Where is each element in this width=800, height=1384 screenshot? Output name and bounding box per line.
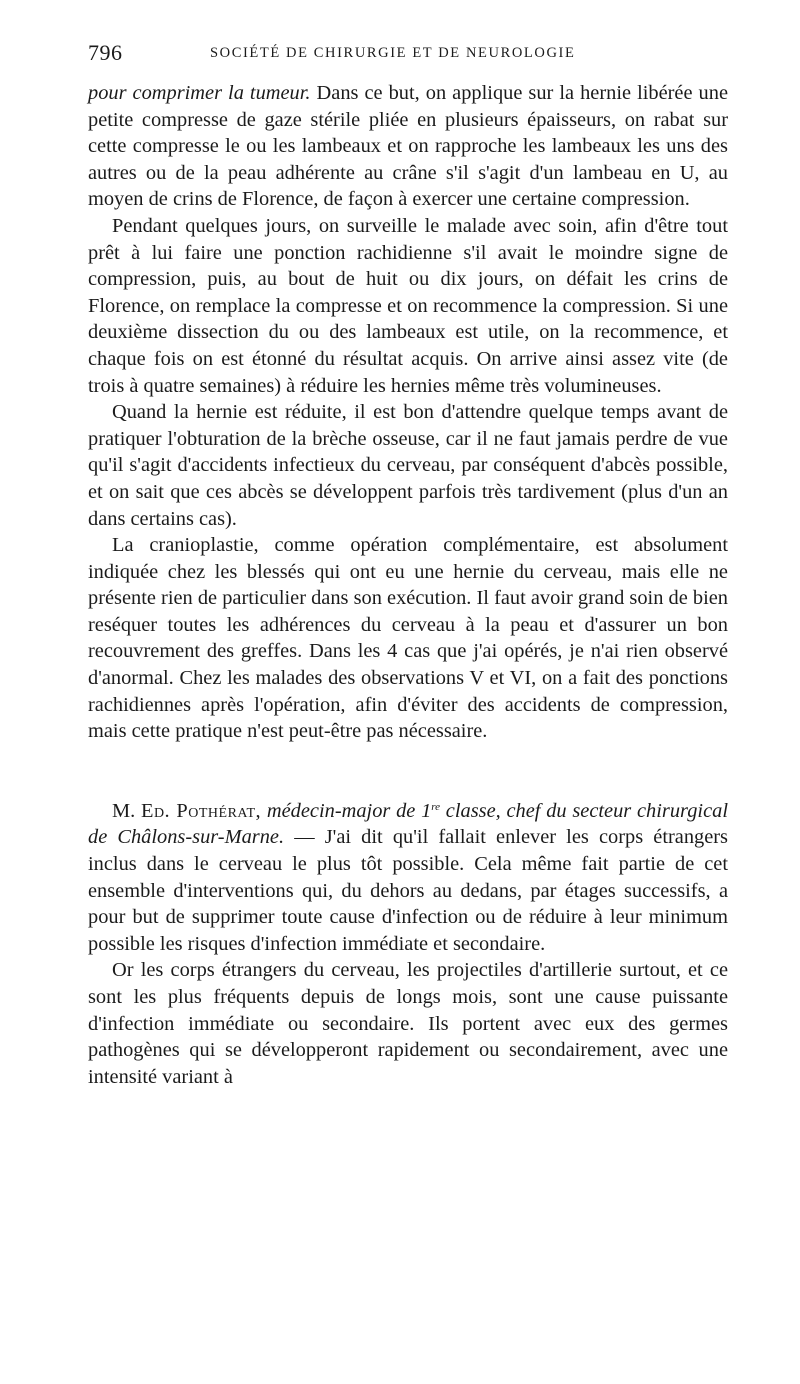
paragraph: Quand la hernie est réduite, il est bon d'attendre quelque temps avant de pratiquer l'obturation de la brèche osseuse, car il ne faut jamais perdre de vue qu'il s'agit d'accidents infectieux du cerveau, par conséquent d'abcès possible, et on sait que ces abcès se développent parfois très tardivement (plus d'un an dans certains cas). xyxy=(88,401,728,530)
page-number: 796 xyxy=(88,40,123,65)
running-head xyxy=(88,40,728,70)
body-text xyxy=(88,80,728,1090)
running-title: SOCIÉTÉ DE CHIRURGIE ET DE NEUROLOGIE xyxy=(210,45,576,61)
paragraph-text: Dans ce but, on applique sur la hernie libérée une petite compresse de gaze stérile pliée en plusieurs épaisseurs, on rabat sur cette compresse le ou les lambeaux et on rapproche les lambeaux les uns des autres ou de la peau adhérente au crâne s'il s'agit d'un lambeau en U, au moyen de crins de Florence, de façon à exercer une certaine compression. xyxy=(88,82,728,211)
paragraph xyxy=(88,80,728,213)
speaker-role-a: médecin-major de 1 xyxy=(261,799,432,822)
paragraph: Pendant quelques jours, on surveille le malade avec soin, afin d'être tout prêt à lui faire une ponction rachidienne s'il avait le moindre signe de compression, puis, au bout de huit ou dix jours, on défait les crins de Florence, on remplace la compresse et on recommence la compression. Si une deuxième dissection du ou des lambeaux est utile, on la recommence, et chaque fois on est étonné du résultat acquis. On arrive ainsi assez vite (de trois à quatre semaines) à réduire les hernies même très volumineuses. xyxy=(88,214,728,397)
paragraph: La cranioplastie, comme opération complémentaire, est absolument indiquée chez les blessés qui ont eu une hernie du cerveau, mais elle ne présente rien de particulier dans son exécution. Il faut avoir grand soin de bien reséquer toutes les adhérences du cerveau à la peau et d'assurer un bon recouvrement des greffes. Dans les 4 cas que j'ai opérés, je n'ai rien observé d'anormal. Chez les malades des observations V et VI, on a fait des ponctions rachidiennes après l'opération, afin d'éviter des accidents de compression, mais cette pratique n'est peut-être pas nécessaire. xyxy=(88,534,728,743)
speaker-prefix: M. xyxy=(112,799,141,822)
italic-lead: pour comprimer la tumeur. xyxy=(88,82,311,104)
paragraph-text: — J'ai dit qu'il fallait enlever les corps étrangers inclus dans le cerveau le plus tôt possible. Cela même fait partie de cet ensemble d'interventions qui, du dehors au dedans, par étages successifs, a pour but de supprimer toute cause d'infection ou de réduire à leur minimum possible les risques d'infection immédiate et secondaire. xyxy=(88,826,728,955)
ordinal-superscript: re xyxy=(431,800,441,813)
speaker-paragraph xyxy=(88,798,728,958)
speaker-name: Ed. Pothérat, xyxy=(140,799,262,822)
paragraph: Or les corps étrangers du cerveau, les projectiles d'artillerie surtout, et ce sont les plus fréquents depuis de longs mois, sont une cause puissante d'infection immédiate ou secondaire. Ils portent avec eux des germes pathogènes qui se développeront rapidement ou secondairement, avec une intensité variant à xyxy=(88,959,728,1088)
speaker-role-b: classe, chef du secteur chirurgical de Châlons-sur-Marne. xyxy=(88,799,728,849)
